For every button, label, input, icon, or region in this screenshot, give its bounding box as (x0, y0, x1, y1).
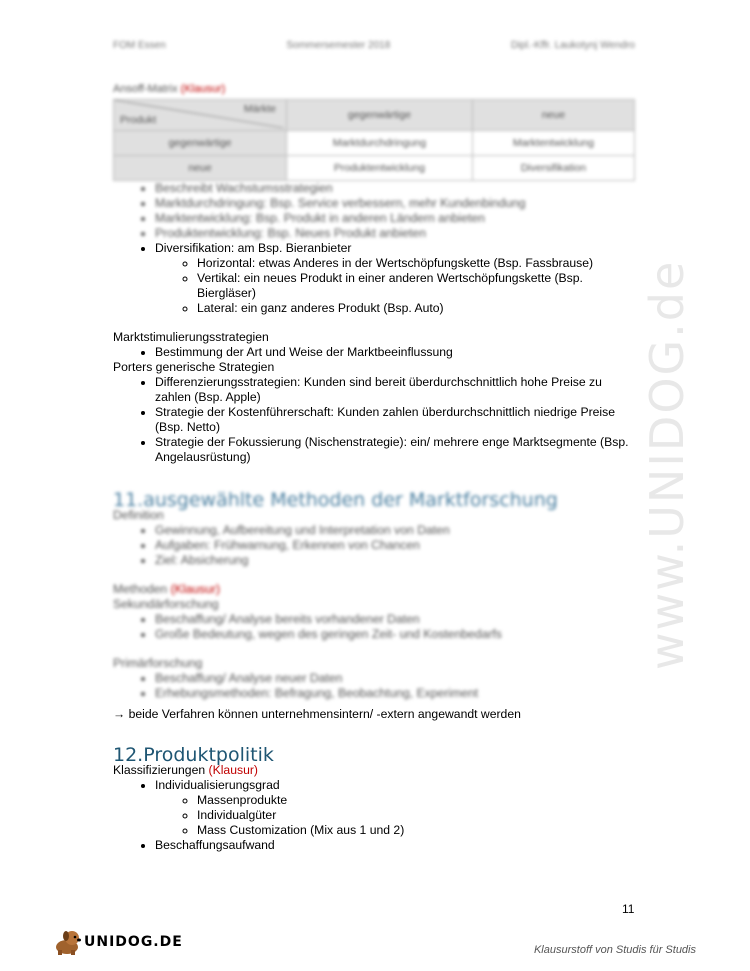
list-item: • Erhebungsmethoden: Befragung, Beobachtung, Experiment (155, 686, 638, 701)
sub-list-item: ◦ Massenprodukte (197, 793, 638, 808)
secondary-research-list (113, 612, 638, 642)
list-item: • Beschaffungsaufwand (155, 838, 638, 853)
list-item: • Produktentwicklung: Bsp. Neues Produkt anbieten (155, 226, 638, 241)
list-item: • Individualisierungsgrad ◦ Massenprodukte ◦ Individualgüter ◦ Mass Customization (Mix aus 1 und 2) (155, 778, 638, 838)
header-right: Dipl.-Kffr. Laukotynj Wendro (510, 40, 635, 51)
methods-label: Methoden (Klausur) (113, 582, 221, 596)
secondary-research-label: Sekundärforschung (113, 597, 219, 611)
section-12-heading: 12.Produktpolitik (113, 744, 274, 766)
list-item: • Beschaffung/ Analyse bereits vorhandener Daten (155, 612, 638, 627)
list-item: • Differenzierungsstrategien: Kunden sind bereit überdurchschnittlich hohe Preise zu zahlen (Bsp. Apple) (155, 375, 638, 405)
sub-list-item: ◦ Lateral: ein ganz anderes Produkt (Bsp. Auto) (197, 301, 638, 316)
definition-label: Definition (113, 508, 164, 522)
list-item: • Große Bedeutung, wegen des geringen Zeit- und Kostenbedarfs (155, 627, 638, 642)
document-content (113, 82, 638, 853)
matrix-cell: Produktentwicklung (287, 156, 473, 181)
page-header (113, 40, 635, 51)
sub-list-item: ◦ Horizontal: etwas Anderes in der Wertschöpfungskette (Bsp. Fassbrause) (197, 256, 638, 271)
list-item: • Aufgaben: Frühwarnung, Erkennen von Chancen (155, 538, 638, 553)
sub-list-item: ◦ Mass Customization (Mix aus 1 und 2) (197, 823, 638, 838)
definition-list (113, 523, 638, 568)
logo-text: UNIDOG.DE (84, 934, 183, 950)
porter-title: Porters generische Strategien (113, 360, 275, 374)
marktstimulierung-title: Marktstimulierungsstrategien (113, 330, 269, 344)
list-item: • Marktdurchdringung: Bsp. Service verbessern, mehr Kundenbindung (155, 196, 638, 211)
section-11-heading: 11.ausgewählte Methoden der Marktforschung (113, 489, 558, 511)
header-left: FOM Essen (113, 40, 166, 51)
list-item: • Beschreibt Wachstumsstrategien (155, 181, 638, 196)
primary-research-list (113, 671, 638, 701)
list-item: • Marktentwicklung: Bsp. Produkt in anderen Ländern anbieten (155, 211, 638, 226)
classification-list (113, 778, 638, 853)
matrix-col-header: gegenwärtige (287, 100, 473, 131)
matrix-cell: Marktentwicklung (472, 131, 634, 156)
header-center: Sommersemester 2018 (286, 40, 391, 51)
sub-list-item: ◦ Vertikal: ein neues Produkt in einer anderen Wertschöpfungskette (Bsp. Biergläser) (197, 271, 638, 301)
list-item: • Gewinnung, Aufbereitung und Interpretation von Daten (155, 523, 638, 538)
sub-list (155, 256, 638, 316)
ansoff-matrix (113, 99, 635, 181)
unidog-logo[interactable] (52, 928, 183, 956)
page-number: 11 (622, 902, 635, 916)
list-item: • Strategie der Kostenführerschaft: Kunden zahlen überdurchschnittlich niedrige Preise (Bsp. Netto) (155, 405, 638, 435)
dog-logo-icon (52, 928, 82, 956)
list-item: • Ziel: Absicherung (155, 553, 638, 568)
primary-research-label: Primärforschung (113, 656, 203, 670)
list-item: • Bestimmung der Art und Weise der Marktbeeinflussung (155, 345, 638, 360)
growth-strategies-list (113, 181, 638, 316)
matrix-cell: Diversifikation (472, 156, 634, 181)
sub-list (155, 793, 638, 838)
list-item: • Beschaffung/ Analyse neuer Daten (155, 671, 638, 686)
matrix-row-label: neue (114, 156, 287, 181)
footer-tagline: Klausurstoff von Studis für Studis (533, 944, 696, 956)
classification-label: Klassifizierungen (Klausur) (113, 763, 258, 777)
research-conclusion: → beide Verfahren können unternehmensintern/ -extern angewandt werden (113, 707, 521, 721)
sub-list-item: ◦ Individualgüter (197, 808, 638, 823)
matrix-row-label: gegenwärtige (114, 131, 287, 156)
watermark: www.UNIDOG.de (640, 259, 694, 670)
marktstimulierung-list (113, 345, 638, 360)
porter-list (113, 375, 638, 465)
list-item: • Strategie der Fokussierung (Nischenstrategie): ein/ mehrere enge Marktsegmente (Bsp. Angelausrüstung) (155, 435, 638, 465)
matrix-corner: Märkte Produkt (114, 100, 287, 131)
matrix-cell: Marktdurchdringung (287, 131, 473, 156)
matrix-col-header: neue (472, 100, 634, 131)
list-item: • Diversifikation: am Bsp. Bieranbieter ◦ Horizontal: etwas Anderes in der Wertschöpfungskette (Bsp. Fassbrause) ◦ Vertikal: ein neues Produkt in einer anderen Wertschöpfungskette (Bsp. Biergläser) ◦ Lateral: ein ganz anderes Produkt (Bsp. Auto) (155, 241, 638, 316)
ansoff-title: Ansoff-Matrix (Klausur) (113, 83, 226, 95)
